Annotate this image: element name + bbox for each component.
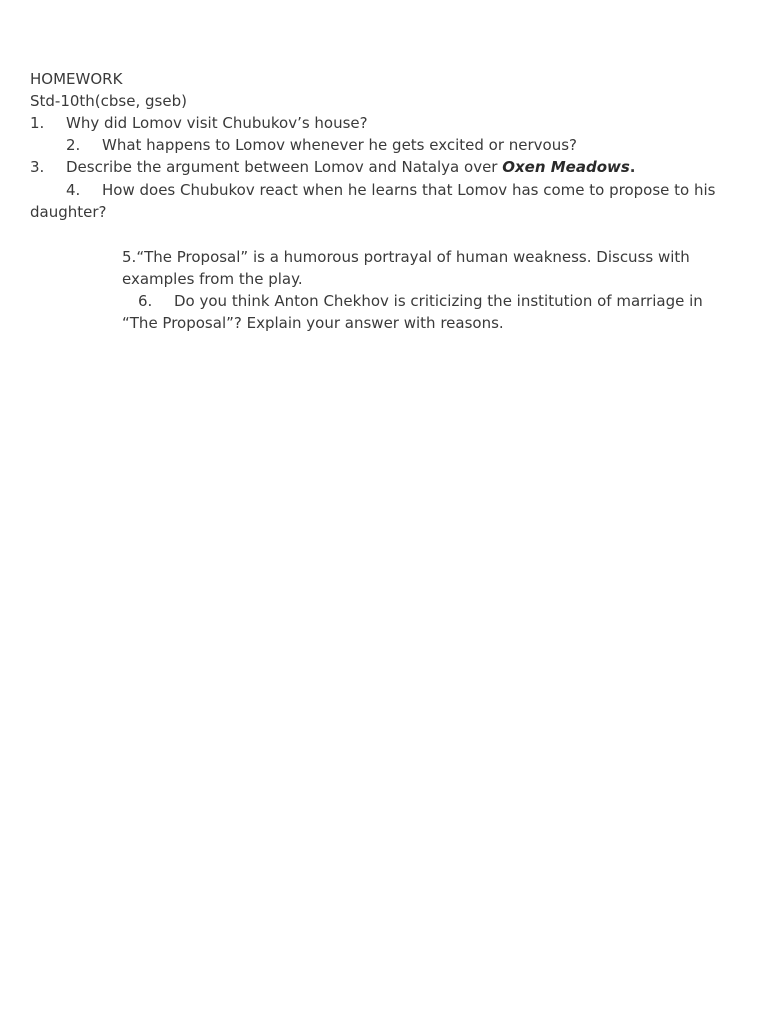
question-text: Why did Lomov visit Chubukov’s house? — [66, 114, 368, 132]
question-number: 3. — [30, 158, 45, 176]
homework-heading: HOMEWORK — [30, 70, 123, 88]
question-4-continuation: daughter? — [30, 203, 107, 221]
question-number: 2. — [66, 136, 81, 154]
question-text: What happens to Lomov whenever he gets excited or nervous? — [102, 136, 578, 154]
question-6 — [138, 290, 703, 312]
question-2 — [66, 134, 577, 156]
standard-subheading: Std-10th(cbse, gseb) — [30, 92, 187, 110]
question-number: 5. — [122, 248, 137, 266]
question-4 — [66, 179, 715, 201]
question-text: Do you think Anton Chekhov is criticizing the institution of marriage in — [174, 292, 703, 310]
question-3 — [30, 156, 636, 178]
question-5-continuation: examples from the play. — [122, 270, 303, 288]
question-text: How does Chubukov react when he learns that Lomov has come to propose to his — [102, 181, 716, 199]
question-number: 1. — [30, 114, 45, 132]
emphasized-term: Oxen Meadows — [502, 158, 630, 176]
question-6-continuation: “The Proposal”? Explain your answer with reasons. — [122, 314, 504, 332]
question-1 — [30, 112, 368, 134]
question-number: 4. — [66, 181, 81, 199]
question-5 — [122, 246, 690, 268]
question-tail: . — [629, 158, 636, 176]
question-text: “The Proposal” is a humorous portrayal of human weakness. Discuss with — [136, 248, 690, 266]
question-text: Describe the argument between Lomov and Natalya over — [66, 158, 503, 176]
question-number: 6. — [138, 292, 153, 310]
